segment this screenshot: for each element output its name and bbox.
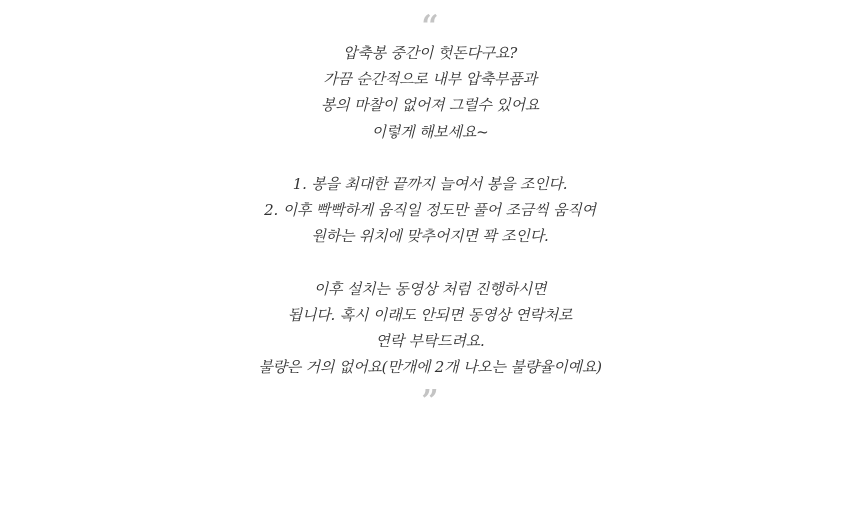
quote-line: 봉의 마찰이 없어져 그럴수 있어요 <box>320 96 540 115</box>
paragraph-spacer <box>0 145 860 171</box>
quote-text <box>0 40 860 381</box>
quote-line: 불량은 거의 없어요(만개에 2개 나오는 불량율이예요) <box>258 358 602 377</box>
quote-line: 원하는 위치에 맞추어지면 꽉 조인다. <box>311 227 549 246</box>
quote-line: 이렇게 해보세요~ <box>371 122 489 141</box>
quote-line: 됩니다. 혹시 이래도 안되면 동영상 연락처로 <box>287 306 573 324</box>
quote-line: 2. 이후 빡빡하게 움직일 정도만 풀어 조금씩 움직여 <box>264 201 596 220</box>
quote-line: 압축봉 중간이 헛돈다구요? <box>342 44 518 62</box>
open-quote-icon: “ <box>421 12 439 34</box>
quote-line: 1. 봉을 최대한 끝까지 늘여서 봉을 조인다. <box>292 175 568 193</box>
quote-line: 연락 부탁드려요. <box>375 332 485 351</box>
close-quote-icon: ” <box>421 386 439 409</box>
quote-line: 이후 설치는 동영상 처럼 진행하시면 <box>313 279 547 298</box>
paragraph-spacer <box>0 250 860 276</box>
quote-line: 가끔 순간적으로 내부 압축부품과 <box>323 70 537 89</box>
